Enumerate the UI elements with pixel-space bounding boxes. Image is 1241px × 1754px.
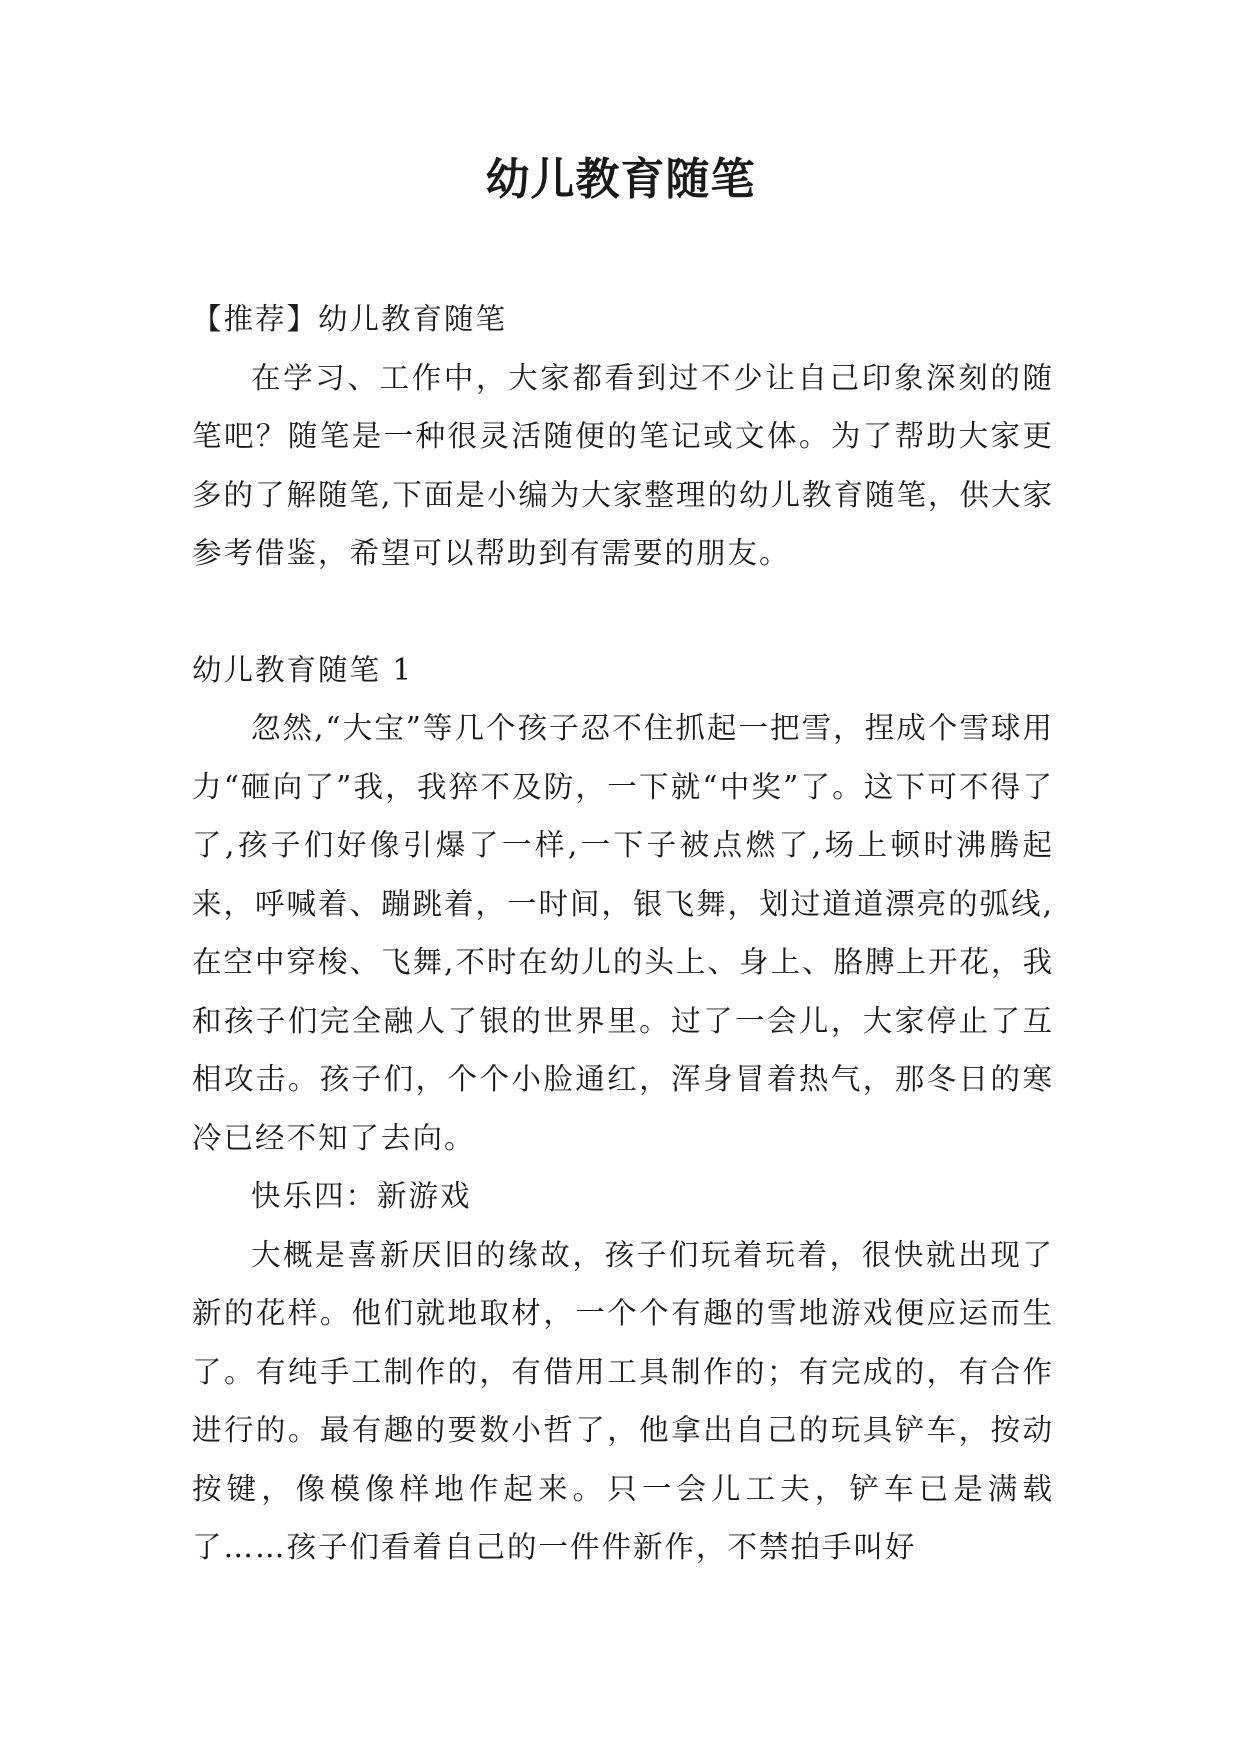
- section-spacer: [192, 583, 1054, 641]
- section-heading: 幼儿教育随笔 1: [192, 652, 414, 687]
- body-paragraph: 忽然,“大宝”等几个孩子忍不住抓起一把雪，捏成个雪球用力“砸向了”我，我猝不及防，一下就“中奖”了。这下可不得了了,孩子们好像引爆了一样,一下子被点燃了,场上顿时沸腾起来，呼喊着、蹦跳着，一时间，银飞舞，划过道道漂亮的弧线,在空中穿梭、飞舞,不时在幼儿的头上、身上、胳膊上开花，我和孩子们完全融人了银的世界里。过了一会儿，大家停止了互相攻击。孩子们，个个小脸通红，浑身冒着热气，那冬日的寒冷已经不知了去向。: [192, 711, 1054, 1155]
- document-body: [192, 290, 1054, 1577]
- document-title: 幼儿教育随笔: [485, 154, 756, 205]
- intro-paragraph: 在学习、工作中，大家都看到过不少让自己印象深刻的随笔吧？随笔是一种很灵活随便的笔记或文体。为了帮助大家更多的了解随笔,下面是小编为大家整理的幼儿教育随笔，供大家参考借鉴，希望可以帮助到有需要的朋友。: [192, 360, 1054, 570]
- recommend-heading: 【推荐】幼儿教育随笔: [192, 302, 508, 336]
- body-paragraph: 大概是喜新厌旧的缘故，孩子们玩着玩着，很快就出现了新的花样。他们就地取材，一个个有趣的雪地游戏便应运而生了。有纯手工制作的，有借用工具制作的；有完成的，有合作进行的。最有趣的要数小哲了，他拿出自己的玩具铲车，按动按键，像模像样地作起来。只一会儿工夫，铲车已是满载了……孩子们看着自己的一件件新作，不禁拍手叫好: [192, 1237, 1054, 1564]
- subheading-paragraph: 快乐四：新游戏: [251, 1179, 472, 1213]
